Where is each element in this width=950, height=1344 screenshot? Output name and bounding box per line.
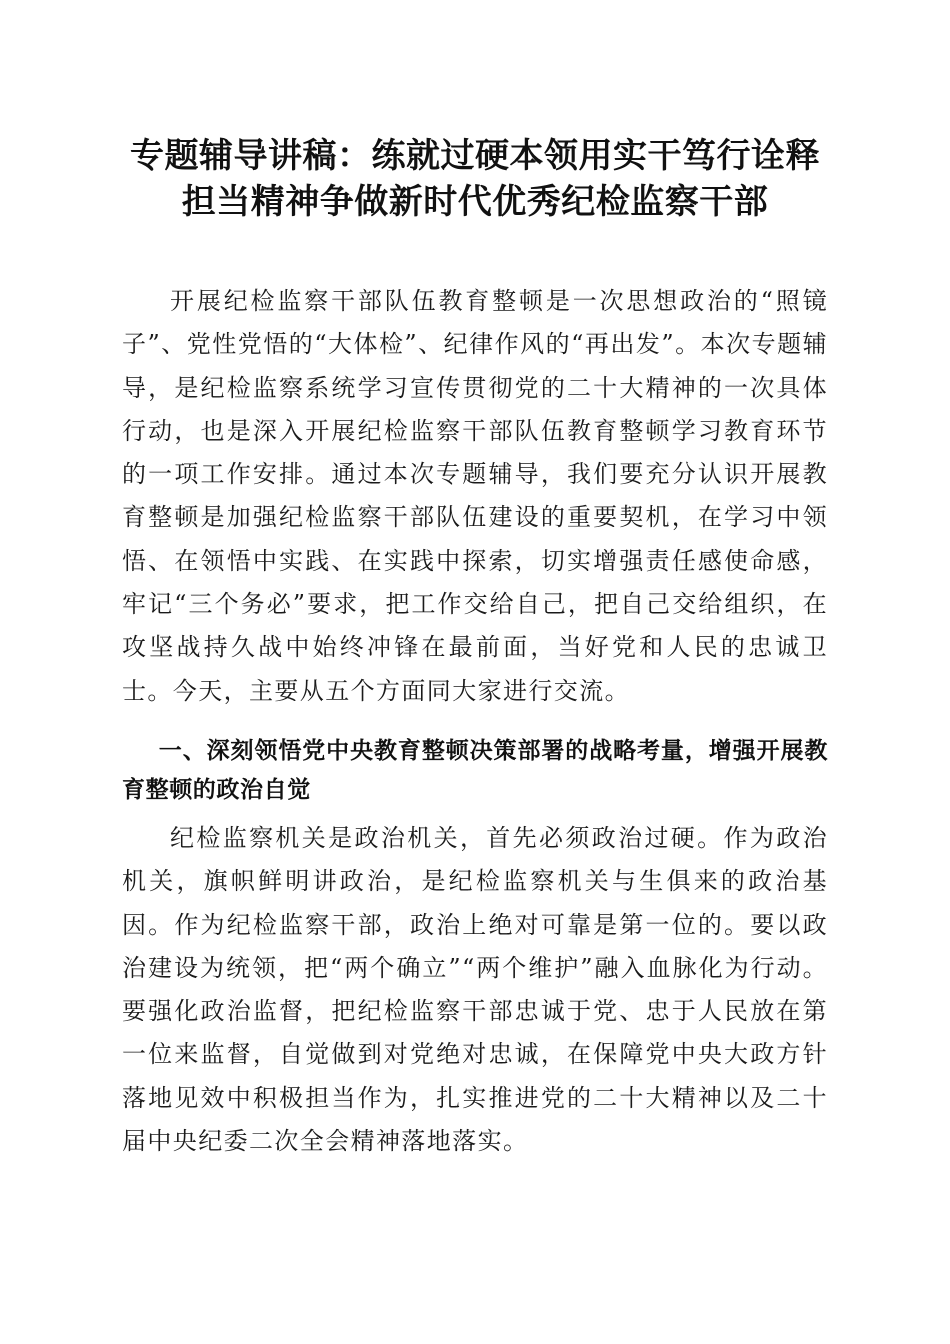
section-heading-1: 一、深刻领悟党中央教育整顿决策部署的战略考量，增强开展教育整顿的政治自觉 [122, 738, 828, 803]
title-line-2: 担当精神争做新时代优秀纪检监察干部 [181, 182, 769, 222]
section1-paragraph: 纪检监察机关是政治机关，首先必须政治过硬。作为政治机关，旗帜鲜明讲政治，是纪检监察机关与生俱来的政治基因。作为纪检监察干部，政治上绝对可靠是第一位的。要以政治建设为统领，把“两个确立”“两个维护”融入血脉化为行动。要强化政治监督，把纪检监察干部忠诚于党、忠于人民放在第一位来监督，自觉做到对党绝对忠诚，在保障党中央大政方针落地见效中积极担当作为，扎实推进党的二十大精神以及二十届中央纪委二次全会精神落地落实。 [122, 824, 828, 1156]
title-line-1: 专题辅导讲稿：练就过硬本领用实干笃行诠释 [130, 136, 820, 176]
document-title [100, 133, 850, 225]
intro-paragraph: 开展纪检监察干部队伍教育整顿是一次思想政治的“照镜子”、党性党悟的“大体检”、纪律作风的“再出发”。本次专题辅导，是纪检监察系统学习宣传贯彻党的二十大精神的一次具体行动，也是深入开展纪检监察干部队伍教育整顿学习教育环节的一项工作安排。通过本次专题辅导，我们要充分认识开展教育整顿是加强纪检监察干部队伍建设的重要契机，在学习中领悟、在领悟中实践、在实践中探索，切实增强责任感使命感，牢记“三个务必”要求，把工作交给自己，把自己交给组织，在攻坚战持久战中始终冲锋在最前面，当好党和人民的忠诚卫士。今天，主要从五个方面同大家进行交流。 [122, 287, 828, 705]
